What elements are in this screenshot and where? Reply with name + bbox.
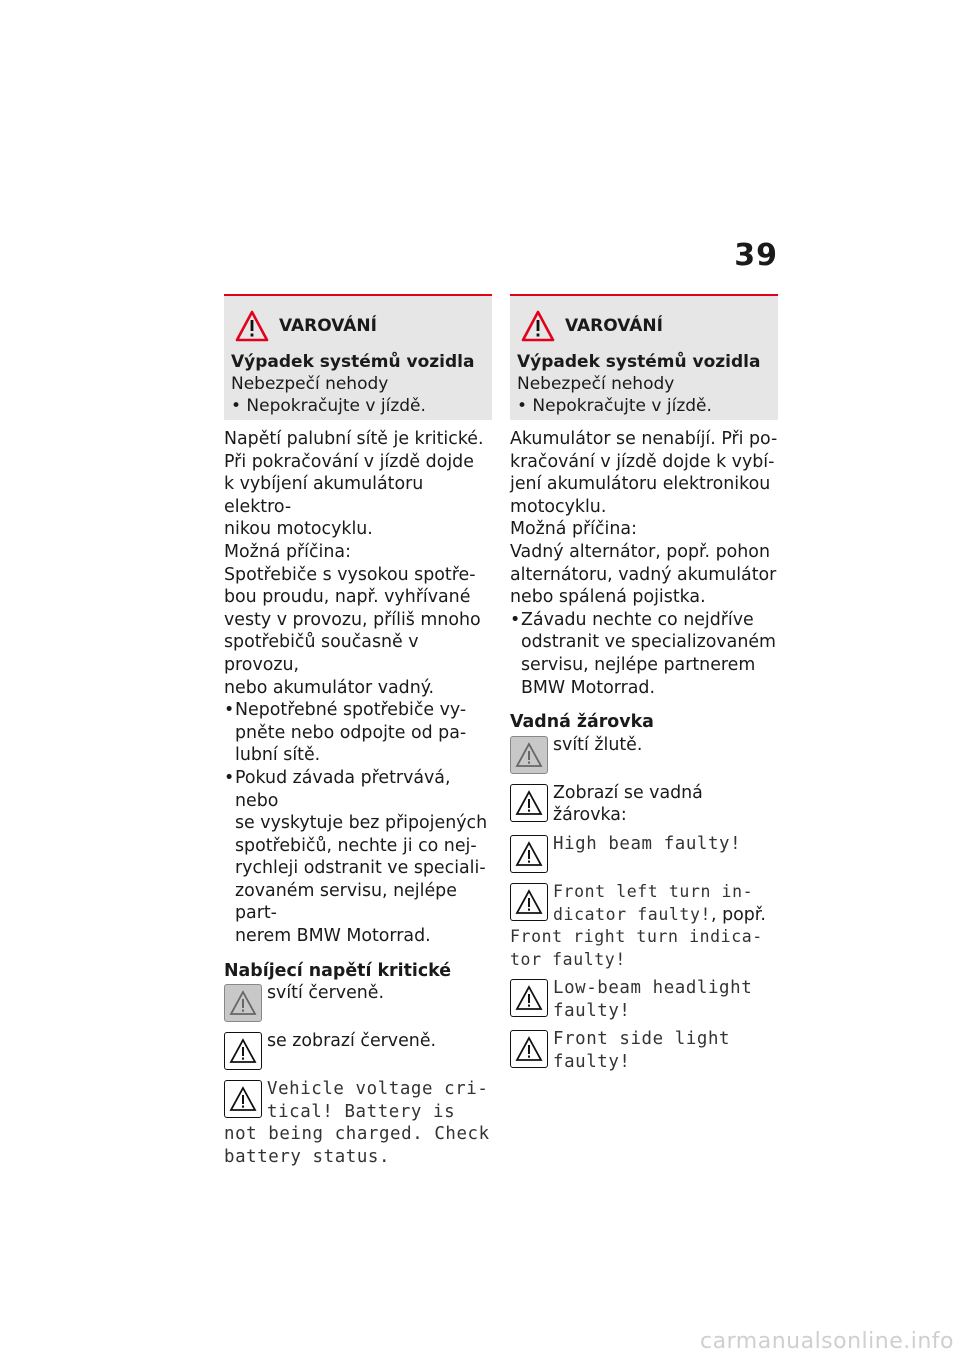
- warning-triangle-icon: [224, 1080, 262, 1118]
- indicator-text: svítí žlutě.: [553, 734, 643, 755]
- warning-box: [224, 294, 492, 420]
- indicator-item: [510, 782, 778, 827]
- cause-text: [224, 564, 492, 700]
- display-message: High beam faulty!: [553, 833, 742, 854]
- section-heading: Vadná žárovka: [510, 712, 654, 733]
- text-line: se vyskytuje bez připojených: [235, 813, 488, 834]
- text-line: not being charged. Check: [224, 1124, 490, 1145]
- cause-label: Možná příčina:: [224, 541, 351, 562]
- text-line: battery status.: [224, 1147, 391, 1168]
- text-line: servisu, nejlépe partnerem: [521, 654, 756, 675]
- text-line: faulty!: [553, 1052, 631, 1073]
- watermark: carmanualsonline.info: [700, 1329, 954, 1354]
- warning-box: [510, 294, 778, 420]
- text-line: jení akumulátoru elektronikou: [510, 474, 771, 495]
- text-line: Pokud závada přetrvává, nebo: [235, 767, 451, 811]
- text-line: odstranit ve specializovaném: [521, 632, 776, 653]
- indicator-item: [510, 1028, 778, 1073]
- text-line: nerem BMW Motorrad.: [235, 926, 431, 947]
- warning-icon: [521, 310, 555, 342]
- warning-triangle-icon: [510, 1030, 548, 1068]
- text-line: lubní sítě.: [235, 745, 321, 766]
- text-line: Při pokračování v jízdě dojde: [224, 451, 474, 472]
- indicator-item: [510, 833, 778, 875]
- indicator-item: [510, 881, 778, 971]
- indicator-item: [510, 734, 778, 776]
- body-text: [224, 428, 492, 948]
- warning-header: [235, 310, 485, 342]
- warning-heading: Výpadek systémů vozidla: [231, 352, 475, 372]
- text-line: Front side light: [553, 1029, 731, 1050]
- warning-triangle-icon: [510, 979, 548, 1017]
- text-line: Front right turn indica-: [510, 927, 763, 947]
- text-line: motocyklu.: [510, 496, 607, 517]
- text-line: kračování v jízdě dojde k vybí-: [510, 451, 775, 472]
- warning-header: [521, 310, 771, 342]
- cause-label: Možná příčina:: [510, 519, 637, 540]
- text-line: spotřebičů současně v provozu,: [224, 632, 419, 675]
- paragraph: [510, 428, 778, 518]
- warning-triangle-filled-icon: [510, 736, 548, 774]
- text-line: zovaném servisu, nejlépe part-: [235, 880, 457, 924]
- left-column: [224, 294, 492, 1175]
- indicator-item: [224, 1078, 492, 1168]
- display-message: [510, 882, 766, 970]
- warning-title: VAROVÁNÍ: [279, 316, 377, 336]
- warning-line: • Nepokračujte v jízdě.: [517, 396, 712, 416]
- text-line: k vybíjení akumulátoru elektro-: [224, 474, 424, 517]
- indicator-item: [224, 1030, 492, 1072]
- warning-triangle-icon: [224, 1032, 262, 1070]
- text-line: alternátoru, vadný akumulátor: [510, 564, 777, 585]
- warning-line: • Nepokračujte v jízdě.: [231, 396, 426, 416]
- cause-text: [510, 541, 778, 609]
- indicator-item: [224, 982, 492, 1024]
- body-text: [510, 428, 778, 699]
- text-line: Low-beam headlight: [553, 978, 753, 999]
- indicator-text: se zobrazí červeně.: [267, 1031, 437, 1052]
- text-line: nebo akumulátor vadný.: [224, 677, 435, 698]
- warning-line: Nebezpečí nehody: [231, 374, 389, 394]
- text-line: rychleji odstranit ve speciali-: [235, 858, 486, 879]
- warning-heading: Výpadek systémů vozidla: [517, 352, 761, 372]
- warning-triangle-icon: [510, 883, 548, 921]
- text-line: pněte nebo odpojte od pa-: [235, 722, 467, 743]
- text-line: dicator faulty!: [553, 904, 712, 924]
- text-line: tical! Battery is: [267, 1101, 456, 1122]
- text-line: spotřebičů, nechte ji co nej-: [235, 835, 477, 856]
- bullet-item: [510, 609, 778, 699]
- text-line: Vadný alternátor, popř. pohon: [510, 541, 770, 562]
- text-line: nebo spálená pojistka.: [510, 587, 706, 608]
- warning-title: VAROVÁNÍ: [565, 316, 663, 336]
- text-line: Akumulátor se nenabíjí. Při po-: [510, 429, 778, 449]
- text-line: Závadu nechte co nejdříve: [521, 609, 754, 630]
- page-number: 39: [734, 238, 778, 273]
- display-message: [553, 978, 752, 1021]
- display-message: [553, 1029, 730, 1072]
- bullet-item: [224, 767, 492, 948]
- paragraph: [224, 428, 492, 541]
- text-line: nikou motocyklu.: [224, 519, 373, 540]
- warning-icon: [235, 310, 269, 342]
- indicator-text: svítí červeně.: [267, 983, 385, 1004]
- right-column: [510, 294, 778, 1080]
- text-line: Vehicle voltage cri-: [267, 1079, 489, 1100]
- text-line: BMW Motorrad.: [521, 677, 655, 698]
- text-line: Napětí palubní sítě je kritické.: [224, 429, 484, 449]
- bullet-item: [224, 699, 492, 767]
- warning-triangle-filled-icon: [224, 984, 262, 1022]
- text-line: tor faulty!: [510, 949, 626, 969]
- section-heading: Nabíjecí napětí kritické: [224, 960, 452, 981]
- warning-triangle-icon: [510, 784, 548, 822]
- warning-line: Nebezpečí nehody: [517, 374, 675, 394]
- text-line: Spotřebiče s vysokou spotře-: [224, 564, 476, 585]
- warning-triangle-icon: [510, 835, 548, 873]
- text-line: Nepotřebné spotřebiče vy-: [235, 700, 467, 721]
- indicator-item: [510, 977, 778, 1022]
- text-line: faulty!: [553, 1000, 631, 1021]
- display-message: [224, 1079, 490, 1167]
- text-line: Front left turn in-: [553, 881, 754, 901]
- indicator-text: Zobrazí se vadná žárovka:: [553, 782, 703, 826]
- text-connector: , popř.: [711, 904, 766, 925]
- text-line: bou proudu, např. vyhřívané: [224, 587, 471, 608]
- text-line: vesty v provozu, příliš mnoho: [224, 609, 481, 630]
